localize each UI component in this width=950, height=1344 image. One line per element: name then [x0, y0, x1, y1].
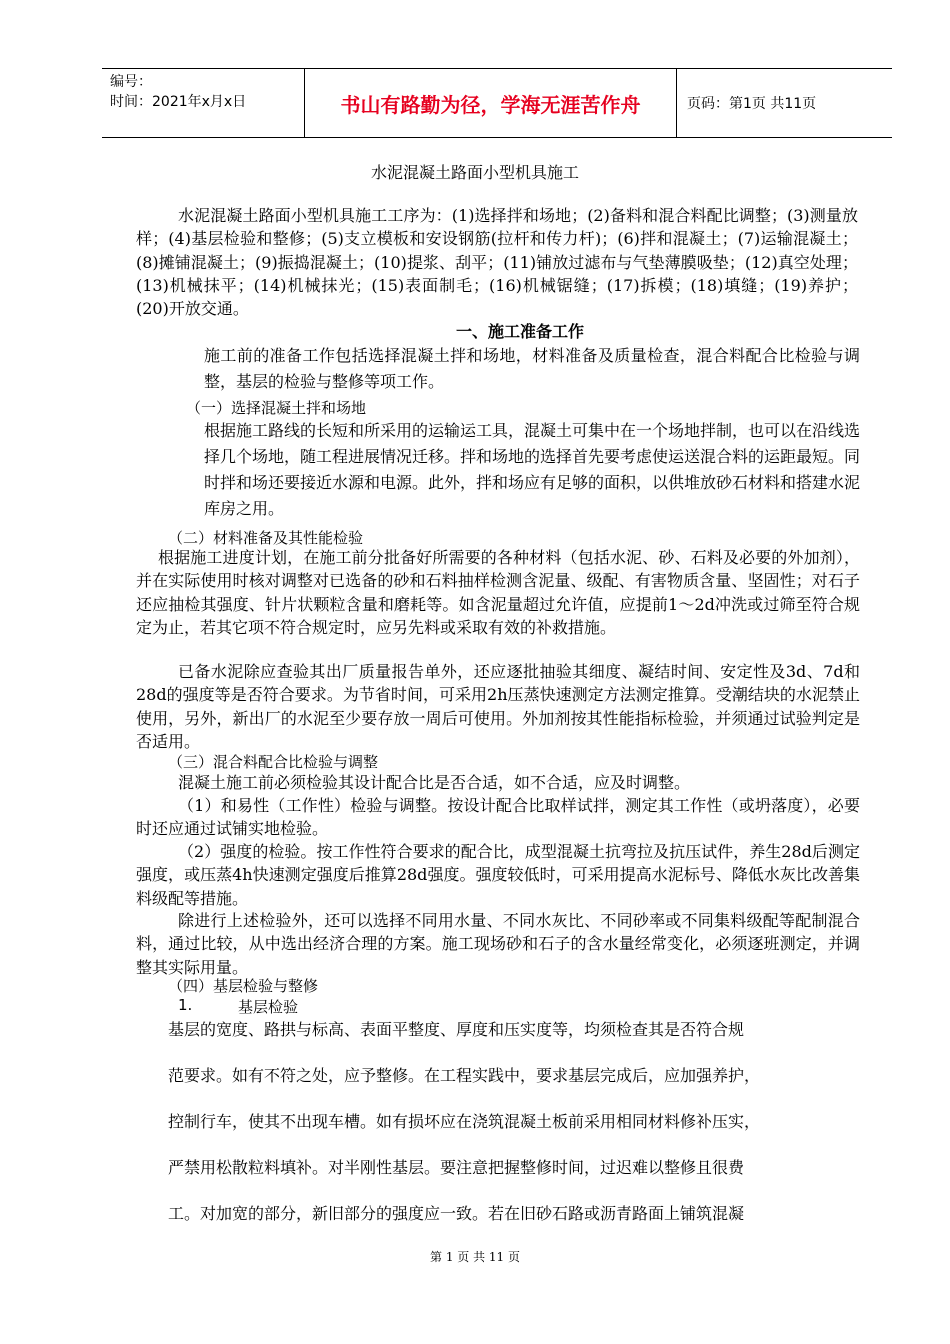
- text-line: 基层的宽度、路拱与标高、表面平整度、厚度和压实度等，均须检查其是否符合规: [168, 1020, 745, 1039]
- subsection-4-title: （四）基层检验与整修: [168, 977, 319, 995]
- item-1-number: 1.: [178, 996, 193, 1014]
- text-line: 范要求。如有不符之处，应予整修。在工程实践中，要求基层完成后，应加强养护，: [168, 1066, 761, 1085]
- subsection-3-text-2: （1）和易性（工作性）检验与调整。按设计配合比取样试拌，测定其工作性（或坍落度），必要时还应通过试铺实地检验。: [136, 796, 860, 839]
- page-label: 页码：第1页 共11页: [687, 96, 817, 112]
- text-line: 严禁用松散粒料填补。对半刚性基层。要注意把握整修时间，过迟难以整修且很费: [168, 1158, 745, 1177]
- subsection-3-text-1: 混凝土施工前必须检验其设计配合比是否合适，如不合适，应及时调整。: [178, 773, 691, 792]
- subsection-2-title: （二）材料准备及其性能检验: [168, 529, 364, 547]
- item-1-title: 基层检验: [238, 998, 299, 1016]
- intro-paragraph: 水泥混凝土路面小型机具施工工序为：(1)选择拌和场地；(2)备料和混合料配比调整；(3)测量放样；(4)基层检验和整修；(5)支立模板和安设钢筋(拉杆和传力杆)；(6)拌和混凝土；(7)运输混凝土；(8)摊铺混凝土；(9)振捣混凝土；(10)提浆、刮平；(11)铺放过滤布与气垫薄膜吸垫；(12)真空处理；(13)机械抹平；(14)机械抹光；(15)表面制毛；(16)机械锯缝；(17)拆模；(18)填缝；(19)养护；(20)开放交通。: [136, 206, 858, 319]
- section-heading: 一、施工准备工作: [455, 322, 584, 341]
- text-line: 工。对加宽的部分，新旧部分的强度应一致。若在旧砂石路或沥青路面上铺筑混凝: [168, 1204, 745, 1223]
- subsection-3-text-4: 除进行上述检验外，还可以选择不同用水量、不同水灰比、不同砂率或不同集料级配等配制混合料，通过比较，从中选出经济合理的方案。施工现场砂和石子的含水量经常变化，必须逐班测定，并调整其实际用量。: [136, 911, 860, 977]
- subsection-1-text: 根据施工路线的长短和所采用的运输运工具，混凝土可集中在一个场地拌制，也可以在沿线选择几个场地，随工程进展情况迁移。拌和场地的选择首先要考虑使运送混合料的运距最短。同时拌和场还要接近水源和电源。此外，拌和场应有足够的面积，以供堆放砂石材料和搭建水泥库房之用。: [204, 421, 861, 518]
- date-label: 时间：2021年x月x日: [110, 94, 247, 110]
- subsection-1-title: （一）选择混凝土拌和场地: [186, 399, 367, 417]
- number-label: 编号：: [110, 74, 152, 90]
- page-footer: 第 1 页 共 11 页: [430, 1250, 520, 1264]
- subsection-2-text-1: 根据施工进度计划，在施工前分批备好所需要的各种材料（包括水泥、砂、石料及必要的外加剂），并在实际使用时核对调整对已选备的砂和石料抽样检测含泥量、级配、有害物质含量、坚固性；对石子还应抽检其强度、针片状颗粒含量和磨耗等。如含泥量超过允许值，应提前1～2d冲洗或过筛至符合规定为止，若其它项不符合规定时，应另先料或采取有效的补救措施。: [136, 548, 860, 637]
- text-line: 控制行车，使其不出现车槽。如有损坏应在浇筑混凝土板前采用相同材料修补压实，: [168, 1112, 761, 1131]
- header-left-cell: [102, 69, 304, 137]
- base-inspection-text: [168, 1018, 862, 1248]
- motto: 书山有路勤为径，学海无涯苦作舟: [304, 69, 677, 137]
- subsection-3-title: （三）混合料配合比检验与调整: [168, 753, 379, 771]
- section-intro: 施工前的准备工作包括选择混凝土拌和场地，材料准备及质量检查，混合料配合比检验与调整，基层的检验与整修等项工作。: [204, 346, 860, 391]
- header-table: [102, 68, 892, 138]
- subsection-3-text-3: （2）强度的检验。按工作性符合要求的配合比，成型混凝土抗弯拉及抗压试件，养生28d后测定强度，或压蒸4h快速测定强度后推算28d强度。强度较低时，可采用提高水泥标号、降低水灰比改善集料级配等措施。: [136, 842, 860, 908]
- document-title: 水泥混凝土路面小型机具施工: [370, 163, 579, 182]
- subsection-2-text-2: 已备水泥除应查验其出厂质量报告单外，还应逐批抽验其细度、凝结时间、安定性及3d、7d和28d的强度等是否符合要求。为节省时间，可采用2h压蒸快速测定方法测定推算。受潮结块的水泥禁止使用，另外，新出厂的水泥至少要存放一周后可使用。外加剂按其性能指标检验，并须通过试验判定是否适用。: [136, 662, 860, 751]
